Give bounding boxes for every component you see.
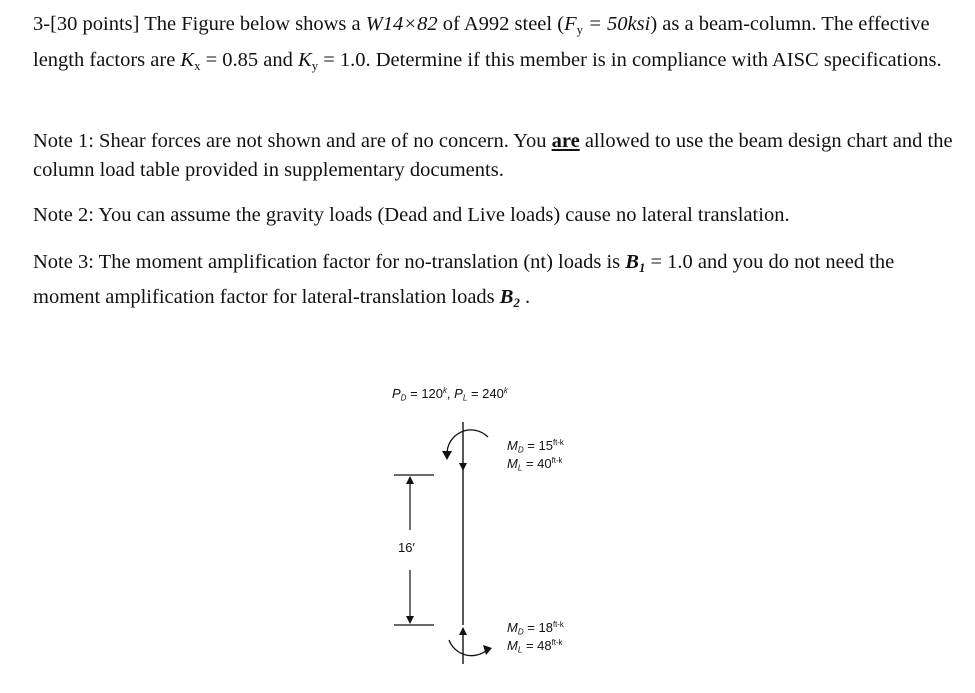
pl-value: = 240 [470, 386, 504, 402]
problem-text: The Figure below shows a [144, 13, 361, 35]
b1-symbol: B [625, 251, 639, 273]
ml-subscript: L [517, 645, 523, 655]
note-text: . [524, 285, 531, 308]
top-moment-arc [447, 430, 488, 455]
top-moment-arrowhead [442, 451, 452, 460]
problem-text: The effective length factors are [33, 13, 930, 71]
pl-unit: k [503, 386, 508, 395]
ky-value: = 1.0 [323, 48, 366, 71]
fy-value: = 50ksi [588, 13, 651, 35]
ml-subscript: L [517, 463, 523, 473]
bottom-moment-dead-label [507, 620, 564, 636]
md-value: = 18 [527, 620, 553, 636]
ml-unit: ft-k [551, 638, 563, 647]
pd-subscript: D [400, 393, 407, 403]
emphasis-are: are [551, 130, 580, 152]
bottom-moment-live-label [507, 638, 562, 654]
kx-subscript: x [194, 58, 201, 73]
note-text: = 1.0 and you do not need the moment amplification factor for lateral-translation loads [33, 251, 895, 308]
note-text: Note 2: You can assume the gravity loads (Dead and Live loads) cause no lateral translation. [33, 204, 790, 226]
section-designation: W14×82 [365, 13, 438, 35]
top-moment-live-label [507, 456, 562, 472]
length-value: 16′ [398, 540, 415, 555]
md-symbol: M [507, 620, 518, 636]
ml-value: = 40 [525, 456, 552, 472]
md-unit: ft-k [552, 438, 564, 447]
bottom-moment-arc [449, 640, 487, 656]
ml-value: = 48 [525, 638, 552, 654]
pl-symbol: P [454, 386, 463, 402]
b2-subscript: 2 [513, 295, 520, 310]
md-subscript: D [517, 445, 524, 455]
ky-subscript: y [311, 58, 319, 73]
b1-subscript: 1 [638, 260, 646, 275]
ml-symbol: M [507, 456, 518, 472]
md-value: = 15 [527, 438, 553, 454]
pd-value: = 120 [410, 386, 444, 402]
note-text: allowed to use the beam design chart and the column load table provided in supplementary documents. [33, 130, 953, 181]
ml-symbol: M [507, 638, 518, 654]
bottom-moment-arrowhead [483, 645, 492, 655]
ml-unit: ft-k [551, 456, 563, 465]
pd-unit: k [443, 386, 447, 395]
fy-subscript: y [576, 22, 583, 37]
problem-text: and [263, 48, 293, 71]
note-text: Note 1: Shear forces are not shown and are of no concern. You [33, 130, 547, 152]
md-subscript: D [517, 627, 524, 637]
problem-text: of A992 steel ( [442, 13, 565, 35]
pl-subscript: L [462, 393, 468, 403]
axial-load-label: $P_D = 120^k$, $P_L = 240^k$ [392, 386, 508, 403]
b2-symbol: B [499, 285, 514, 308]
pd-symbol: P [392, 386, 401, 402]
md-unit: ft-k [552, 620, 564, 629]
note-text: Note 3: The moment amplification factor for no-translation (nt) loads is [33, 251, 621, 273]
kx-symbol: K [180, 48, 195, 71]
ky-symbol: K [298, 48, 312, 71]
top-moment-dead-label [507, 438, 564, 454]
kx-value: = 0.85 [205, 48, 259, 71]
problem-text: . Determine if this member is in compliance with AISC specifications. [365, 48, 942, 71]
problem-text: ) as a beam-column. [650, 13, 817, 35]
length-label [398, 540, 415, 555]
fy-symbol: F [564, 13, 577, 35]
problem-label: 3-[30 points] [33, 13, 140, 35]
md-symbol: M [507, 438, 518, 454]
